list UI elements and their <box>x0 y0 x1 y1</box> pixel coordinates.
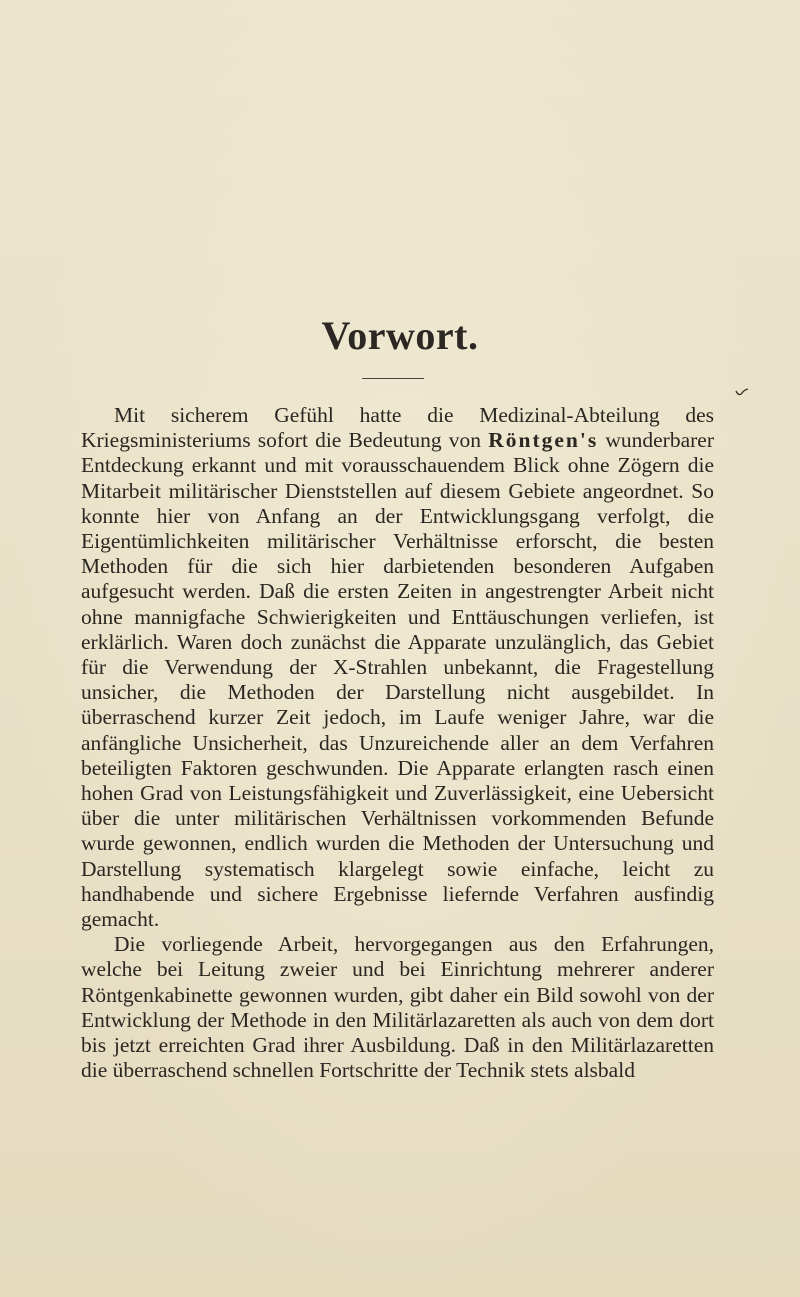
title-divider <box>362 378 424 379</box>
margin-ink-mark-icon <box>735 388 749 398</box>
roentgen-name: Röntgen's <box>488 428 599 453</box>
paragraph-1-opening: Mit sicherem Gefühl hatte die Medizinal-Abteilung des Kriegsministeriums sofort die Bedeutung von <box>81 403 714 453</box>
paragraph-1 <box>81 403 714 932</box>
paragraph-1-rest: wunderbarer Entdeckung erkannt und mit vorausschauendem Blick ohne Zögern die Mitarbeit militärischer Dienststellen auf diesem Gebiete angeordnet. So konnte hier von Anfang an der Entwicklungsgang verfolgt, die Eigentümlichkeiten militärischer Verhältnisse erforscht, die besten Methoden für die sich hier darbietenden besonderen Aufgaben aufgesucht werden. Daß die ersten Zeiten in angestrengter Arbeit nicht ohne mannigfache Schwierigkeiten und Enttäuschungen verliefen, ist erklärlich. Waren doch zunächst die Apparate unzulänglich, das Gebiet für die Verwendung der X-Strahlen unbekannt, die Fragestellung unsicher, die Methoden der Darstellung nicht ausgebildet. In überraschend kurzer Zeit jedoch, im Laufe weniger Jahre, war die anfängliche Unsicherheit, das Unzureichende aller an dem Verfahren beteiligten Faktoren geschwunden. Die Apparate erlangten rasch einen hohen Grad von Leistungsfähigkeit und Zuverlässigkeit, eine Uebersicht über die unter militärischen Verhältnissen vorkommenden Befunde wurde gewonnen, endlich wurden die Methoden der Untersuchung und Darstellung systematisch klargelegt sowie einfache, leicht zu handhabende und sichere Ergebnisse liefernde Verfahren ausfindig gemacht. <box>81 428 714 932</box>
preface-body <box>81 403 714 1083</box>
paragraph-2: Die vorliegende Arbeit, hervorgegangen aus den Erfahrungen, welche bei Leitung zweier und bei Einrichtung mehrerer anderer Röntgenkabinette gewonnen wurden, gibt daher ein Bild sowohl von der Entwicklung der Methode in den Militärlazaretten als auch von dem dort bis jetzt erreichten Grad ihrer Ausbildung. Daß in den Militärlazaretten die überraschend schnellen Fortschritte der Technik stets alsbald <box>81 932 714 1083</box>
page-title: Vorwort. <box>321 313 479 358</box>
